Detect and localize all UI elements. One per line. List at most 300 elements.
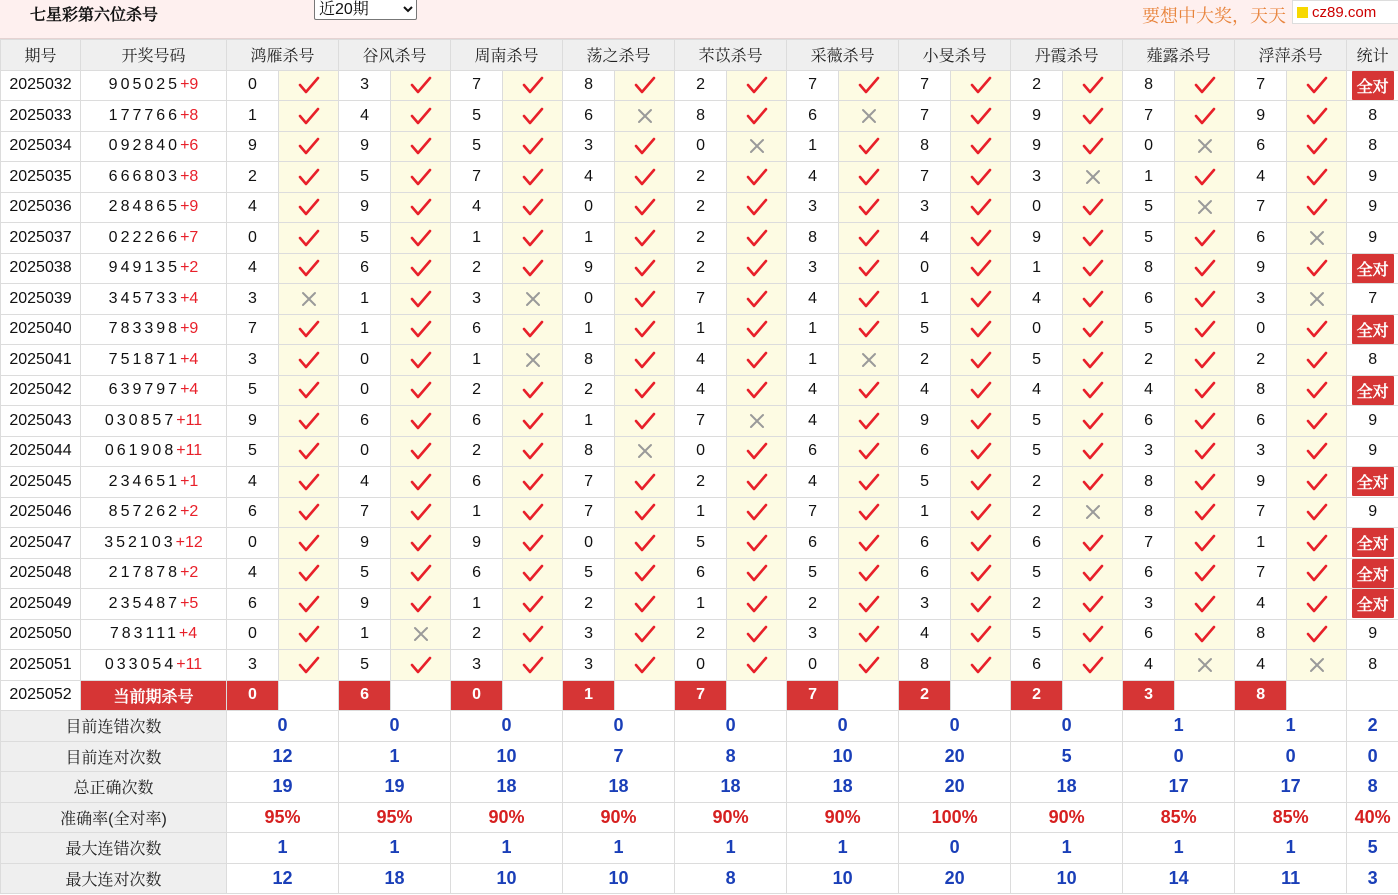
check-icon — [1287, 192, 1347, 223]
summary-value: 10 — [787, 863, 899, 894]
summary-label: 准确率(全对率) — [1, 802, 227, 833]
table-row — [1, 375, 1398, 406]
kill-number-cell: 7 — [451, 162, 503, 193]
kill-number-cell: 1 — [451, 345, 503, 376]
summary-value: 18 — [675, 772, 787, 803]
kill-number-cell: 2 — [451, 436, 503, 467]
check-icon — [727, 223, 787, 254]
check-icon — [727, 101, 787, 132]
draw-sum: +9 — [180, 76, 199, 94]
period-select[interactable] — [314, 0, 417, 20]
current-kill-number: 6 — [339, 680, 391, 711]
kill-number-cell: 3 — [563, 619, 615, 650]
kill-number-cell: 7 — [899, 101, 951, 132]
summary-row — [1, 802, 1398, 833]
current-empty-cell — [1063, 680, 1123, 711]
draw-digits: 857262 — [108, 503, 181, 521]
kill-number-cell: 4 — [339, 467, 391, 498]
check-icon — [503, 253, 563, 284]
draw-sum: +4 — [178, 625, 198, 643]
kill-number-cell: 7 — [563, 467, 615, 498]
table-row — [1, 650, 1398, 681]
kill-number-cell: 3 — [787, 192, 839, 223]
check-icon — [1287, 589, 1347, 620]
table-row — [1, 70, 1398, 101]
summary-label: 目前连错次数 — [1, 711, 227, 742]
check-icon — [1063, 253, 1123, 284]
kill-number-cell: 1 — [787, 131, 839, 162]
kill-number-cell: 9 — [451, 528, 503, 559]
current-empty-cell — [1287, 680, 1347, 711]
check-icon — [1063, 558, 1123, 589]
check-icon — [951, 253, 1011, 284]
draw-cell — [81, 558, 227, 589]
summary-value: 10 — [451, 741, 563, 772]
issue-cell: 2025043 — [1, 406, 81, 437]
stat-count: 9 — [1368, 625, 1378, 643]
summary-value: 20 — [899, 741, 1011, 772]
stat-cell — [1347, 589, 1398, 620]
kill-number-cell: 6 — [899, 436, 951, 467]
stat-cell — [1347, 650, 1398, 681]
cross-icon — [727, 131, 787, 162]
current-empty-cell — [1175, 680, 1235, 711]
kill-number-cell: 6 — [1123, 284, 1175, 315]
all-correct-badge: 全对 — [1352, 559, 1394, 588]
summary-value: 1 — [1235, 711, 1347, 742]
check-icon — [279, 162, 339, 193]
cross-icon — [1175, 192, 1235, 223]
kill-number-cell: 2 — [451, 375, 503, 406]
check-icon — [839, 70, 899, 101]
check-icon — [1063, 589, 1123, 620]
kill-number-cell: 1 — [227, 101, 279, 132]
draw-digits: 022266 — [108, 228, 181, 246]
check-icon — [503, 101, 563, 132]
summary-value: 0 — [339, 711, 451, 742]
draw-cell — [81, 223, 227, 254]
stat-cell — [1347, 375, 1398, 406]
check-icon — [279, 650, 339, 681]
check-icon — [279, 314, 339, 345]
kill-number-cell: 4 — [227, 253, 279, 284]
check-icon — [1175, 436, 1235, 467]
kill-number-cell: 5 — [1011, 406, 1063, 437]
check-icon — [503, 131, 563, 162]
issue-cell: 2025049 — [1, 589, 81, 620]
summary-value: 1 — [339, 741, 451, 772]
kill-number-cell: 4 — [899, 223, 951, 254]
kill-number-cell: 5 — [339, 162, 391, 193]
check-icon — [391, 589, 451, 620]
draw-digits: 783111 — [109, 625, 179, 643]
kill-number-cell: 9 — [339, 589, 391, 620]
stat-cell — [1347, 528, 1398, 559]
current-kill-number: 0 — [451, 680, 503, 711]
kill-number-cell: 7 — [1235, 70, 1287, 101]
all-correct-badge: 全对 — [1352, 528, 1394, 557]
kill-number-cell: 0 — [1235, 314, 1287, 345]
kill-number-cell: 0 — [1011, 314, 1063, 345]
check-icon — [951, 619, 1011, 650]
draw-cell — [81, 650, 227, 681]
summary-value: 0 — [1235, 741, 1347, 772]
check-icon — [951, 558, 1011, 589]
summary-stat-value: 40% — [1347, 802, 1398, 833]
check-icon — [503, 619, 563, 650]
kill-number-cell: 1 — [451, 589, 503, 620]
summary-row — [1, 833, 1398, 864]
check-icon — [1175, 345, 1235, 376]
cross-icon — [279, 284, 339, 315]
cross-icon — [1175, 131, 1235, 162]
kill-number-cell: 2 — [227, 162, 279, 193]
kill-number-cell: 3 — [787, 253, 839, 284]
check-icon — [1287, 619, 1347, 650]
issue-cell: 2025034 — [1, 131, 81, 162]
check-icon — [615, 406, 675, 437]
draw-sum: +12 — [175, 533, 203, 551]
check-icon — [279, 253, 339, 284]
check-icon — [615, 589, 675, 620]
check-icon — [1175, 619, 1235, 650]
issue-cell: 2025037 — [1, 223, 81, 254]
col-header-expert: 丹霞杀号 — [1011, 40, 1123, 71]
summary-value: 10 — [1011, 863, 1123, 894]
summary-value: 90% — [451, 802, 563, 833]
kill-number-cell: 6 — [787, 528, 839, 559]
kill-number-cell: 9 — [1235, 101, 1287, 132]
kill-number-cell: 8 — [899, 650, 951, 681]
cross-icon — [1063, 162, 1123, 193]
kill-number-cell: 7 — [563, 497, 615, 528]
check-icon — [279, 131, 339, 162]
check-icon — [951, 375, 1011, 406]
check-icon — [727, 467, 787, 498]
summary-value: 1 — [451, 833, 563, 864]
all-correct-badge: 全对 — [1352, 589, 1394, 618]
check-icon — [391, 70, 451, 101]
check-icon — [279, 528, 339, 559]
kill-number-cell: 6 — [451, 558, 503, 589]
kill-number-cell: 4 — [1011, 284, 1063, 315]
issue-cell: 2025042 — [1, 375, 81, 406]
check-icon — [951, 436, 1011, 467]
check-icon — [615, 314, 675, 345]
col-header-expert: 采薇杀号 — [787, 40, 899, 71]
brand-badge[interactable] — [1292, 0, 1398, 24]
stat-count: 7 — [1368, 289, 1378, 307]
summary-value: 1 — [227, 833, 339, 864]
draw-cell — [81, 406, 227, 437]
check-icon — [391, 131, 451, 162]
kill-number-cell: 3 — [1123, 589, 1175, 620]
stat-count: 9 — [1368, 442, 1378, 460]
draw-cell — [81, 375, 227, 406]
check-icon — [839, 192, 899, 223]
issue-cell: 2025048 — [1, 558, 81, 589]
check-icon — [727, 650, 787, 681]
table-row — [1, 497, 1398, 528]
draw-sum: +11 — [176, 442, 203, 460]
kill-number-cell: 8 — [787, 223, 839, 254]
check-icon — [727, 497, 787, 528]
summary-value: 18 — [451, 772, 563, 803]
check-icon — [839, 497, 899, 528]
check-icon — [1063, 436, 1123, 467]
check-icon — [279, 619, 339, 650]
kill-number-cell: 3 — [451, 650, 503, 681]
table-row — [1, 619, 1398, 650]
check-icon — [279, 375, 339, 406]
summary-value: 18 — [1011, 772, 1123, 803]
draw-digits: 030857 — [104, 411, 177, 429]
check-icon — [727, 436, 787, 467]
check-icon — [503, 406, 563, 437]
kill-number-cell: 2 — [675, 253, 727, 284]
table-row — [1, 314, 1398, 345]
issue-cell: 2025050 — [1, 619, 81, 650]
check-icon — [727, 589, 787, 620]
current-kill-number: 8 — [1235, 680, 1287, 711]
stat-count: 9 — [1368, 198, 1378, 216]
kill-number-cell: 4 — [787, 467, 839, 498]
check-icon — [391, 528, 451, 559]
check-icon — [1175, 375, 1235, 406]
kill-number-cell: 6 — [451, 314, 503, 345]
table-row — [1, 284, 1398, 315]
check-icon — [727, 284, 787, 315]
col-header-expert: 谷风杀号 — [339, 40, 451, 71]
check-icon — [503, 650, 563, 681]
check-icon — [951, 101, 1011, 132]
kill-number-cell: 0 — [339, 436, 391, 467]
draw-digits: 217878 — [108, 564, 181, 582]
check-icon — [391, 497, 451, 528]
kill-number-cell: 1 — [675, 497, 727, 528]
summary-value: 19 — [227, 772, 339, 803]
draw-sum: +9 — [180, 320, 199, 338]
check-icon — [279, 345, 339, 376]
draw-cell — [81, 497, 227, 528]
kill-number-cell: 5 — [899, 314, 951, 345]
check-icon — [1063, 70, 1123, 101]
check-icon — [1175, 284, 1235, 315]
check-icon — [279, 467, 339, 498]
draw-digits: 235487 — [108, 594, 181, 612]
kill-number-cell: 8 — [563, 70, 615, 101]
kill-number-cell: 2 — [675, 192, 727, 223]
col-header-expert: 周南杀号 — [451, 40, 563, 71]
check-icon — [951, 528, 1011, 559]
cross-icon — [839, 345, 899, 376]
stat-cell — [1347, 101, 1398, 132]
draw-cell — [81, 192, 227, 223]
kill-number-cell: 5 — [1123, 314, 1175, 345]
draw-sum: +7 — [180, 228, 199, 246]
summary-value: 100% — [899, 802, 1011, 833]
check-icon — [279, 406, 339, 437]
cross-icon — [1175, 650, 1235, 681]
draw-cell — [81, 345, 227, 376]
kill-number-cell: 9 — [339, 528, 391, 559]
cross-icon — [727, 406, 787, 437]
kill-number-cell: 2 — [1011, 497, 1063, 528]
summary-value: 12 — [227, 741, 339, 772]
stat-count: 9 — [1368, 503, 1378, 521]
stat-count: 8 — [1368, 350, 1378, 368]
check-icon — [839, 223, 899, 254]
kill-number-cell: 0 — [787, 650, 839, 681]
stat-cell — [1347, 70, 1398, 101]
kill-number-cell: 5 — [787, 558, 839, 589]
kill-number-cell: 7 — [899, 162, 951, 193]
summary-stat-value: 2 — [1347, 711, 1398, 742]
summary-value: 95% — [339, 802, 451, 833]
kill-number-cell: 6 — [1235, 223, 1287, 254]
kill-number-cell: 5 — [1011, 436, 1063, 467]
stat-cell — [1347, 467, 1398, 498]
kill-number-cell: 4 — [451, 192, 503, 223]
kill-number-cell: 4 — [227, 192, 279, 223]
check-icon — [503, 497, 563, 528]
col-header-issue: 期号 — [1, 40, 81, 71]
kill-number-cell: 9 — [1235, 253, 1287, 284]
kill-number-cell: 2 — [675, 223, 727, 254]
kill-number-cell: 1 — [899, 284, 951, 315]
stat-count: 8 — [1368, 137, 1378, 155]
kill-number-cell: 6 — [787, 101, 839, 132]
check-icon — [1175, 223, 1235, 254]
table-row — [1, 192, 1398, 223]
check-icon — [951, 192, 1011, 223]
check-icon — [1287, 406, 1347, 437]
cross-icon — [1063, 497, 1123, 528]
kill-number-cell: 7 — [675, 406, 727, 437]
check-icon — [1175, 101, 1235, 132]
summary-value: 10 — [451, 863, 563, 894]
table-row — [1, 406, 1398, 437]
check-icon — [615, 70, 675, 101]
check-icon — [1063, 284, 1123, 315]
summary-value: 0 — [899, 833, 1011, 864]
check-icon — [1287, 70, 1347, 101]
col-header-expert: 小旻杀号 — [899, 40, 1011, 71]
check-icon — [1063, 619, 1123, 650]
summary-value: 12 — [227, 863, 339, 894]
draw-sum: +6 — [180, 137, 199, 155]
page-title: 七星彩第六位杀号 — [30, 7, 159, 24]
check-icon — [279, 497, 339, 528]
kill-number-cell: 6 — [1011, 528, 1063, 559]
issue-cell: 2025047 — [1, 528, 81, 559]
kill-number-cell: 7 — [1235, 497, 1287, 528]
all-correct-badge: 全对 — [1352, 71, 1394, 100]
all-correct-badge: 全对 — [1352, 376, 1394, 405]
summary-value: 0 — [899, 711, 1011, 742]
check-icon — [727, 528, 787, 559]
kill-number-cell: 5 — [1011, 558, 1063, 589]
all-correct-badge: 全对 — [1352, 467, 1394, 496]
check-icon — [727, 619, 787, 650]
kill-number-cell: 6 — [563, 101, 615, 132]
draw-digits: 751871 — [108, 350, 181, 368]
kill-number-cell: 4 — [1235, 162, 1287, 193]
check-icon — [615, 345, 675, 376]
summary-value: 17 — [1123, 772, 1235, 803]
kill-number-cell: 5 — [1123, 192, 1175, 223]
current-stat-cell — [1347, 680, 1398, 711]
kill-number-cell: 3 — [227, 284, 279, 315]
draw-sum: +4 — [180, 350, 199, 368]
kill-number-cell: 4 — [675, 375, 727, 406]
kill-number-cell: 7 — [451, 70, 503, 101]
check-icon — [279, 589, 339, 620]
table-row — [1, 589, 1398, 620]
check-icon — [503, 223, 563, 254]
kill-number-cell: 7 — [1235, 558, 1287, 589]
stat-cell — [1347, 253, 1398, 284]
kill-number-cell: 1 — [1123, 162, 1175, 193]
kill-number-cell: 4 — [899, 375, 951, 406]
check-icon — [1175, 162, 1235, 193]
kill-number-cell: 6 — [339, 406, 391, 437]
current-empty-cell — [615, 680, 675, 711]
kill-number-cell: 1 — [787, 314, 839, 345]
summary-label: 总正确次数 — [1, 772, 227, 803]
kill-number-cell: 8 — [1123, 70, 1175, 101]
kill-number-cell: 2 — [1123, 345, 1175, 376]
draw-cell — [81, 284, 227, 315]
kill-number-cell: 6 — [339, 253, 391, 284]
check-icon — [839, 406, 899, 437]
check-icon — [391, 314, 451, 345]
kill-number-cell: 8 — [1235, 619, 1287, 650]
cross-icon — [1287, 223, 1347, 254]
kill-number-cell: 9 — [227, 406, 279, 437]
current-empty-cell — [839, 680, 899, 711]
check-icon — [839, 619, 899, 650]
summary-value: 1 — [1235, 833, 1347, 864]
kill-number-cell: 5 — [1011, 345, 1063, 376]
check-icon — [839, 375, 899, 406]
check-icon — [727, 558, 787, 589]
summary-value: 0 — [675, 711, 787, 742]
draw-digits: 177766 — [108, 106, 181, 124]
kill-number-cell: 5 — [675, 528, 727, 559]
current-kill-number: 3 — [1123, 680, 1175, 711]
stat-cell — [1347, 497, 1398, 528]
check-icon — [1175, 497, 1235, 528]
kill-number-cell: 3 — [787, 619, 839, 650]
kill-number-cell: 6 — [227, 497, 279, 528]
summary-value: 10 — [787, 741, 899, 772]
kill-number-cell: 4 — [1011, 375, 1063, 406]
col-header-expert: 芣苡杀号 — [675, 40, 787, 71]
kill-number-cell: 9 — [1011, 131, 1063, 162]
draw-cell — [81, 619, 227, 650]
kill-number-cell: 0 — [675, 650, 727, 681]
kill-number-cell: 7 — [675, 284, 727, 315]
cross-icon — [615, 101, 675, 132]
kill-number-cell: 3 — [1123, 436, 1175, 467]
draw-sum: +11 — [176, 411, 203, 429]
kill-number-cell: 1 — [1235, 528, 1287, 559]
current-issue-cell: 2025052 — [1, 680, 81, 711]
stat-cell — [1347, 162, 1398, 193]
draw-digits: 783398 — [108, 320, 181, 338]
kill-number-cell: 6 — [1011, 650, 1063, 681]
